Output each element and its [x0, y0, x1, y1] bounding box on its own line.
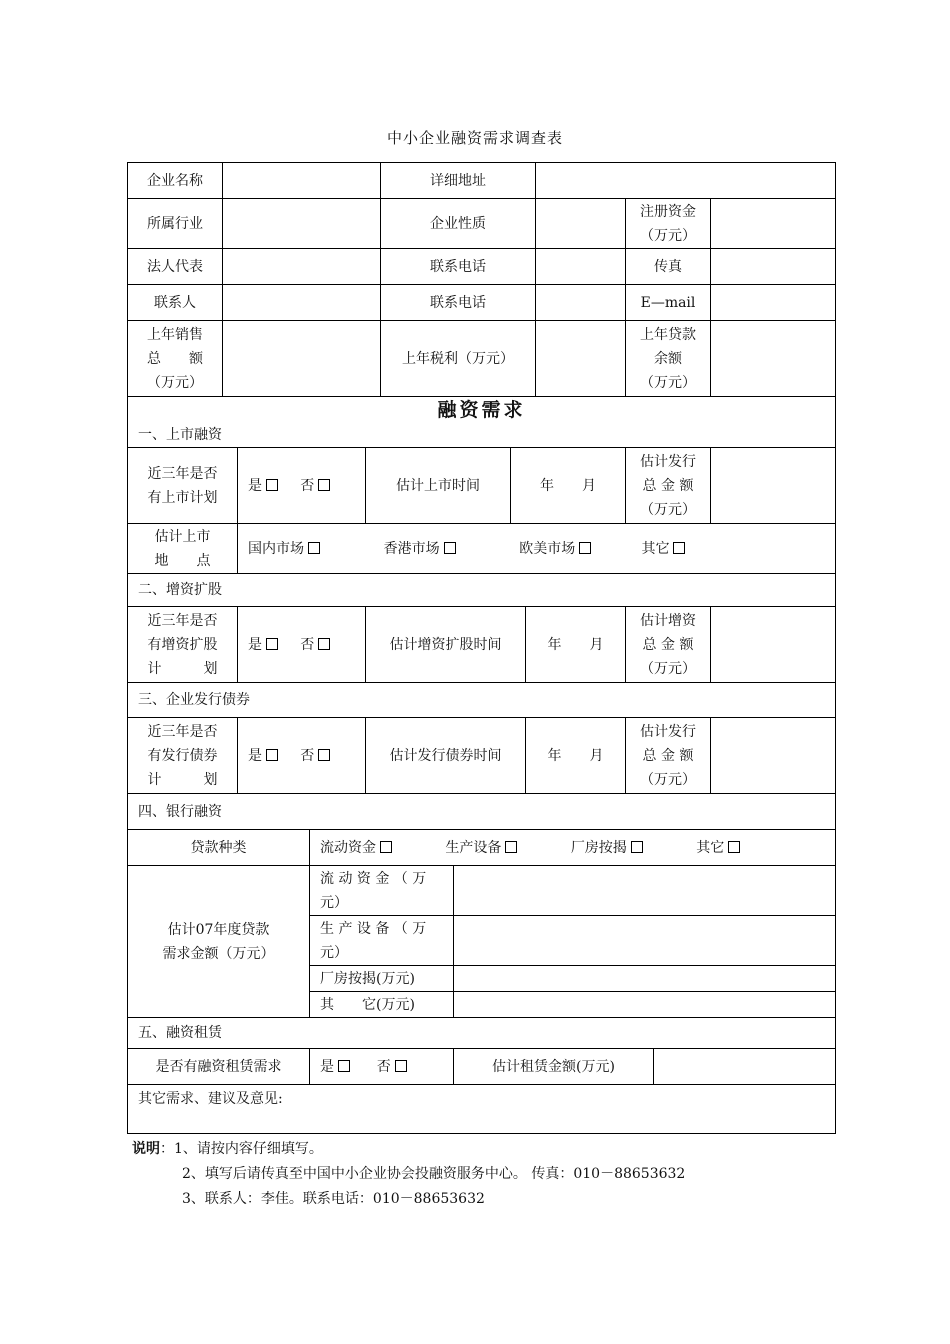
- lease-yes-checkbox[interactable]: [338, 1060, 350, 1072]
- form-title: 中小企业融资需求调查表: [386, 129, 563, 147]
- equity-section-title: 二、增资扩股: [128, 574, 836, 607]
- mortgage-amount-field[interactable]: [454, 966, 836, 992]
- other-loan-checkbox[interactable]: [728, 841, 740, 853]
- basic-info-table: [127, 162, 836, 397]
- bond-time-label: 估计发行债券时间: [366, 718, 526, 794]
- ipo-amount-label: 估计发行 总 金 额 （万元）: [626, 448, 711, 524]
- email-field[interactable]: [711, 285, 836, 321]
- legal-rep-label: 法人代表: [128, 249, 223, 285]
- address-label: 详细地址: [381, 163, 536, 199]
- loan-balance-field[interactable]: [711, 321, 836, 397]
- lease-need-label: 是否有融资租赁需求: [128, 1049, 310, 1085]
- working-capital-checkbox[interactable]: [380, 841, 392, 853]
- equity-no-checkbox[interactable]: [318, 638, 330, 650]
- loan-type-options: 流动资金 生产设备 厂房按揭 其它: [310, 830, 836, 866]
- lease-section-title: 五、融资租赁: [128, 1018, 836, 1049]
- ipo-time-field[interactable]: 年 月: [511, 448, 626, 524]
- other-comments-field[interactable]: [128, 1085, 836, 1134]
- bank-section-title: 四、银行融资: [128, 794, 836, 830]
- ipo-table: [127, 396, 836, 574]
- phone-label: 联系电话: [381, 249, 536, 285]
- bank-table: [127, 793, 836, 1018]
- equipment-amount-label: 生 产 设 备 （ 万 元）: [310, 916, 454, 966]
- working-capital-amount-label: 流 动 资 金 （ 万 元）: [310, 866, 454, 916]
- notes-label: 说明: [132, 1141, 160, 1157]
- bond-table: [127, 682, 836, 794]
- bond-amount-field[interactable]: [711, 718, 836, 794]
- equity-time-field[interactable]: 年 月: [526, 607, 626, 683]
- demand-title: 融资需求: [437, 399, 526, 421]
- equity-amount-label: 估计增资 总 金 额 （万元）: [626, 607, 711, 683]
- bond-section-title: 三、企业发行债券: [128, 683, 836, 718]
- lease-no-checkbox[interactable]: [395, 1060, 407, 1072]
- ipo-no-checkbox[interactable]: [318, 479, 330, 491]
- fax-field[interactable]: [711, 249, 836, 285]
- loan-type-label: 贷款种类: [128, 830, 310, 866]
- sales-field[interactable]: [223, 321, 381, 397]
- company-name-field[interactable]: [223, 163, 381, 199]
- equity-table: [127, 573, 836, 683]
- sales-label: 上年销售 总 额 （万元）: [128, 321, 223, 397]
- bond-yes-checkbox[interactable]: [266, 749, 278, 761]
- equipment-amount-field[interactable]: [454, 916, 836, 966]
- ipo-market-options: 国内市场 香港市场 欧美市场 其它: [238, 524, 836, 574]
- loan-balance-label: 上年贷款 余额 （万元）: [626, 321, 711, 397]
- note-3: 3、联系人：李佳。联系电话：010－88653632: [182, 1191, 485, 1207]
- working-capital-amount-field[interactable]: [454, 866, 836, 916]
- note-2: 2、填写后请传真至中国中小企业协会投融资服务中心。 传真：010－88653632: [182, 1166, 686, 1182]
- other-comments-label: 其它需求、建议及意见:: [138, 1091, 283, 1107]
- hk-market-checkbox[interactable]: [444, 542, 456, 554]
- reg-capital-field[interactable]: [711, 199, 836, 249]
- equity-plan-label: 近三年是否 有增资扩股 计 划: [128, 607, 238, 683]
- mortgage-checkbox[interactable]: [631, 841, 643, 853]
- equity-plan-options: 是 否: [238, 607, 366, 683]
- equity-time-label: 估计增资扩股时间: [366, 607, 526, 683]
- nature-field[interactable]: [536, 199, 626, 249]
- ipo-yes-checkbox[interactable]: [266, 479, 278, 491]
- bond-amount-label: 估计发行 总 金 额 （万元）: [626, 718, 711, 794]
- contact-label: 联系人: [128, 285, 223, 321]
- nature-label: 企业性质: [381, 199, 536, 249]
- ipo-place-label: 估计上市 地 点: [128, 524, 238, 574]
- email-label: E—mail: [626, 285, 711, 321]
- ipo-time-label: 估计上市时间: [366, 448, 511, 524]
- other-market-checkbox[interactable]: [673, 542, 685, 554]
- bond-plan-label: 近三年是否 有发行债券 计 划: [128, 718, 238, 794]
- ipo-plan-options: 是 否: [238, 448, 366, 524]
- phone2-label: 联系电话: [381, 285, 536, 321]
- lease-amount-label: 估计租赁金额(万元): [454, 1049, 654, 1085]
- eu-us-market-checkbox[interactable]: [579, 542, 591, 554]
- tax-label: 上年税利（万元）: [381, 321, 536, 397]
- bond-plan-options: 是 否: [238, 718, 366, 794]
- lease-need-options: 是 否: [310, 1049, 454, 1085]
- mortgage-amount-label: 厂房按揭(万元): [310, 966, 454, 992]
- equipment-checkbox[interactable]: [505, 841, 517, 853]
- bond-time-field[interactable]: 年 月: [526, 718, 626, 794]
- bond-no-checkbox[interactable]: [318, 749, 330, 761]
- demand-header: [128, 397, 836, 448]
- ipo-plan-label: 近三年是否 有上市计划: [128, 448, 238, 524]
- contact-field[interactable]: [223, 285, 381, 321]
- phone-field[interactable]: [536, 249, 626, 285]
- phone2-field[interactable]: [536, 285, 626, 321]
- tax-field[interactable]: [536, 321, 626, 397]
- loan-estimate-label: 估计07年度贷款 需求金额（万元）: [128, 866, 310, 1018]
- domestic-market-checkbox[interactable]: [308, 542, 320, 554]
- equity-yes-checkbox[interactable]: [266, 638, 278, 650]
- lease-amount-field[interactable]: [654, 1049, 836, 1085]
- equity-amount-field[interactable]: [711, 607, 836, 683]
- industry-label: 所属行业: [128, 199, 223, 249]
- note-1: ：1、请按内容仔细填写。: [160, 1141, 323, 1157]
- ipo-section-title: 一、上市融资: [138, 427, 222, 443]
- address-field[interactable]: [536, 163, 836, 199]
- other-amount-field[interactable]: [454, 992, 836, 1018]
- legal-rep-field[interactable]: [223, 249, 381, 285]
- industry-field[interactable]: [223, 199, 381, 249]
- lease-table: [127, 1017, 836, 1134]
- ipo-amount-field[interactable]: [711, 448, 836, 524]
- company-name-label: 企业名称: [128, 163, 223, 199]
- notes: [132, 1137, 685, 1212]
- fax-label: 传真: [626, 249, 711, 285]
- other-amount-label: 其 它(万元): [310, 992, 454, 1018]
- reg-capital-label: 注册资金 （万元）: [626, 199, 711, 249]
